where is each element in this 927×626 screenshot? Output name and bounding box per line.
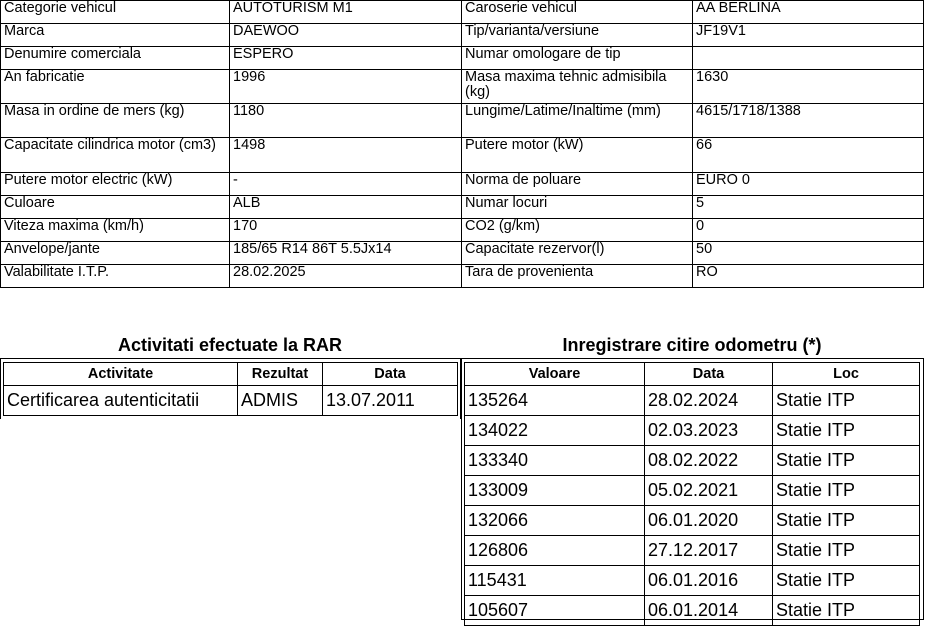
spec-value: 66	[693, 138, 924, 173]
odometer-row	[465, 596, 920, 626]
odometer-cell: 08.02.2022	[645, 446, 773, 476]
spec-value: 50	[693, 242, 924, 265]
spec-value: DAEWOO	[230, 24, 462, 47]
odometer-table	[464, 362, 920, 626]
odometer-cell: Statie ITP	[773, 446, 920, 476]
odometer-row	[465, 416, 920, 446]
spec-value: AA BERLINA	[693, 1, 924, 24]
spec-value: ESPERO	[230, 47, 462, 70]
spec-value: 170	[230, 219, 462, 242]
odometer-cell: 133340	[465, 446, 645, 476]
odometer-column-header: Loc	[773, 363, 920, 386]
spec-label: Culoare	[1, 196, 230, 219]
spec-label: Marca	[1, 24, 230, 47]
spec-row	[1, 219, 924, 242]
rar-column-header: Data	[323, 363, 458, 386]
spec-value: 185/65 R14 86T 5.5Jx14	[230, 242, 462, 265]
odometer-cell: 133009	[465, 476, 645, 506]
odometer-section-title: Inregistrare citire odometru (*)	[562, 335, 822, 355]
spec-label: Tip/varianta/versiune	[462, 24, 693, 47]
odometer-cell: Statie ITP	[773, 506, 920, 536]
odometer-cell: 06.01.2020	[645, 506, 773, 536]
spec-label: Lungime/Latime/Inaltime (mm)	[462, 104, 693, 138]
spec-label: Anvelope/jante	[1, 242, 230, 265]
spec-row	[1, 173, 924, 196]
odometer-cell: 28.02.2024	[645, 386, 773, 416]
odometer-cell: 27.12.2017	[645, 536, 773, 566]
spec-value: 0	[693, 219, 924, 242]
rar-column-header: Activitate	[4, 363, 238, 386]
odometer-cell: 05.02.2021	[645, 476, 773, 506]
spec-row	[1, 104, 924, 138]
spec-row	[1, 265, 924, 288]
rar-cell: ADMIS	[238, 386, 323, 416]
spec-label: Capacitate cilindrica motor (cm3)	[1, 138, 230, 173]
odometer-row	[465, 506, 920, 536]
spec-label: Putere motor (kW)	[462, 138, 693, 173]
spec-row	[1, 1, 924, 24]
odometer-cell: 02.03.2023	[645, 416, 773, 446]
odometer-cell: Statie ITP	[773, 386, 920, 416]
spec-value: -	[230, 173, 462, 196]
odometer-row	[465, 386, 920, 416]
spec-label: Denumire comerciala	[1, 47, 230, 70]
spec-value: JF19V1	[693, 24, 924, 47]
odometer-cell: 135264	[465, 386, 645, 416]
spec-row	[1, 242, 924, 265]
spec-value: 28.02.2025	[230, 265, 462, 288]
odometer-cell: Statie ITP	[773, 566, 920, 596]
odometer-cell: Statie ITP	[773, 416, 920, 446]
spec-label: CO2 (g/km)	[462, 219, 693, 242]
odometer-column-header: Data	[645, 363, 773, 386]
spec-label: Capacitate rezervor(l)	[462, 242, 693, 265]
spec-label: Viteza maxima (km/h)	[1, 219, 230, 242]
spec-row	[1, 24, 924, 47]
spec-label: Categorie vehicul	[1, 1, 230, 24]
odometer-cell: Statie ITP	[773, 596, 920, 626]
spec-label: Caroserie vehicul	[462, 1, 693, 24]
spec-value: 1180	[230, 104, 462, 138]
odometer-row	[465, 566, 920, 596]
spec-label: Norma de poluare	[462, 173, 693, 196]
rar-column-header: Rezultat	[238, 363, 323, 386]
spec-label: Numar omologare de tip	[462, 47, 693, 70]
odometer-cell: 126806	[465, 536, 645, 566]
spec-value: 5	[693, 196, 924, 219]
odometer-row	[465, 446, 920, 476]
vehicle-specs-table	[0, 0, 924, 288]
odometer-row	[465, 536, 920, 566]
spec-value	[693, 47, 924, 70]
odometer-cell: 105607	[465, 596, 645, 626]
odometer-cell: 06.01.2016	[645, 566, 773, 596]
spec-row	[1, 47, 924, 70]
odometer-cell: 132066	[465, 506, 645, 536]
spec-value: AUTOTURISM M1	[230, 1, 462, 24]
spec-value: 4615/1718/1388	[693, 104, 924, 138]
spec-row	[1, 70, 924, 104]
rar-section-title: Activitati efectuate la RAR	[117, 335, 343, 355]
spec-label: Tara de provenienta	[462, 265, 693, 288]
odometer-cell: 134022	[465, 416, 645, 446]
spec-label: Numar locuri	[462, 196, 693, 219]
spec-label: Putere motor electric (kW)	[1, 173, 230, 196]
rar-cell: 13.07.2011	[323, 386, 458, 416]
spec-value: RO	[693, 265, 924, 288]
odometer-column-header: Valoare	[465, 363, 645, 386]
spec-value: 1996	[230, 70, 462, 104]
spec-label: Valabilitate I.T.P.	[1, 265, 230, 288]
spec-value: 1630	[693, 70, 924, 104]
odometer-row	[465, 476, 920, 506]
rar-cell: Certificarea autenticitatii	[4, 386, 238, 416]
spec-value: 1498	[230, 138, 462, 173]
odometer-cell: Statie ITP	[773, 536, 920, 566]
spec-value: ALB	[230, 196, 462, 219]
rar-row	[4, 386, 458, 416]
spec-value: EURO 0	[693, 173, 924, 196]
odometer-cell: 115431	[465, 566, 645, 596]
spec-label: Masa maxima tehnic admisibila (kg)	[462, 70, 693, 104]
spec-row	[1, 138, 924, 173]
spec-row	[1, 196, 924, 219]
spec-label: An fabricatie	[1, 70, 230, 104]
odometer-cell: Statie ITP	[773, 476, 920, 506]
spec-label: Masa in ordine de mers (kg)	[1, 104, 230, 138]
odometer-cell: 06.01.2014	[645, 596, 773, 626]
rar-activities-table	[3, 362, 458, 416]
